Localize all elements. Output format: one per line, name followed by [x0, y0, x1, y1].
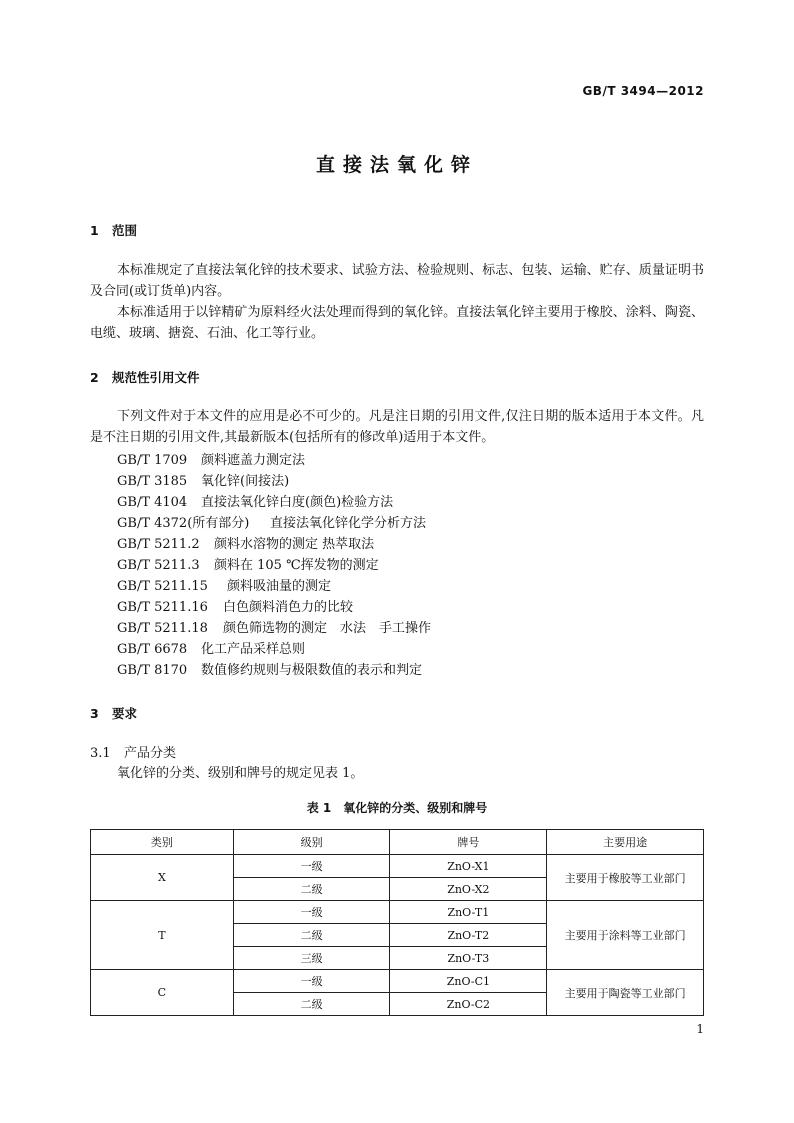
grade-cell: 二级: [233, 878, 390, 901]
section-title: 规范性引用文件: [112, 370, 200, 385]
page-number: 1: [696, 1022, 704, 1036]
table-caption: 表 1 氧化锌的分类、级别和牌号: [306, 801, 488, 815]
reference-item: [117, 513, 431, 534]
grade-cell: 二级: [233, 924, 390, 947]
grade-cell: 一级: [233, 970, 390, 993]
table-reference-text: 氧化锌的分类、级别和牌号的规定见表 1。: [117, 766, 364, 781]
use-cell: 主要用于涂料等工业部门: [547, 901, 704, 970]
reference-code: GB/T 4104: [117, 495, 188, 510]
brand-cell: ZnO-X2: [390, 878, 547, 901]
reference-item: [117, 618, 431, 639]
document-title: 直接法氧化锌: [315, 154, 478, 176]
category-cell: X: [91, 855, 234, 901]
table-row: [91, 901, 704, 924]
grade-cell: 二级: [233, 993, 390, 1016]
brand-cell: ZnO-X1: [390, 855, 547, 878]
reference-name: 颜料水溶物的测定 热萃取法: [214, 537, 375, 552]
subsection-number: 3.1: [90, 746, 111, 761]
section-number: 1: [90, 223, 99, 238]
classification-table: [90, 829, 704, 1016]
reference-code: GB/T 3185: [117, 474, 188, 489]
reference-code: GB/T 5211.18: [117, 621, 208, 636]
reference-code: GB/T 5211.2: [117, 537, 200, 552]
reference-item: [117, 597, 431, 618]
reference-name: 白色颜料消色力的比较: [223, 600, 354, 615]
table-row: [91, 970, 704, 993]
brand-cell: ZnO-C2: [390, 993, 547, 1016]
header-category: 类别: [91, 830, 234, 855]
reference-name: 氧化锌(间接法): [201, 474, 290, 489]
standard-code: GB/T 3494—2012: [582, 84, 704, 98]
grade-cell: 一级: [233, 855, 390, 878]
section-1-heading: [90, 221, 137, 239]
scope-paragraph-1: 本标准规定了直接法氧化锌的技术要求、试验方法、检验规则、标志、包装、运输、贮存、质量证明书及合同(或订货单)内容。: [90, 263, 704, 299]
reference-code: GB/T 5211.15: [117, 579, 208, 594]
reference-name: 直接法氧化锌化学分析方法: [270, 516, 427, 531]
grade-cell: 一级: [233, 901, 390, 924]
reference-name: 直接法氧化锌白度(颜色)检验方法: [201, 495, 394, 510]
brand-cell: ZnO-C1: [390, 970, 547, 993]
table-row: [91, 855, 704, 878]
brand-cell: ZnO-T1: [390, 901, 547, 924]
section-3-heading: [90, 704, 137, 722]
use-cell: 主要用于陶瓷等工业部门: [547, 970, 704, 1016]
reference-item: [117, 450, 431, 471]
reference-code: GB/T 1709: [117, 453, 188, 468]
table-header-row: [91, 830, 704, 855]
reference-item: [117, 492, 431, 513]
brand-cell: ZnO-T3: [390, 947, 547, 970]
section-number: 2: [90, 370, 99, 385]
reference-name: 颜料遮盖力测定法: [201, 453, 306, 468]
reference-name: 颜色筛选物的测定 水法 手工操作: [223, 621, 432, 636]
header-brand: 牌号: [390, 830, 547, 855]
reference-name: 颜料在 105 ℃挥发物的测定: [214, 558, 379, 573]
section-title: 要求: [112, 706, 138, 721]
reference-item: [117, 471, 431, 492]
reference-code: GB/T 8170: [117, 663, 188, 678]
reference-list: [117, 450, 431, 681]
reference-code: GB/T 4372(所有部分): [117, 516, 250, 531]
reference-item: [117, 660, 431, 681]
reference-name: 颜料吸油量的测定: [227, 579, 332, 594]
header-grade: 级别: [233, 830, 390, 855]
brand-cell: ZnO-T2: [390, 924, 547, 947]
section-number: 3: [90, 706, 99, 721]
reference-item: [117, 534, 431, 555]
reference-item: [117, 555, 431, 576]
subsection-title: 产品分类: [124, 746, 177, 761]
grade-cell: 三级: [233, 947, 390, 970]
use-cell: 主要用于橡胶等工业部门: [547, 855, 704, 901]
section-title: 范围: [112, 223, 138, 238]
reference-code: GB/T 5211.16: [117, 600, 208, 615]
header-use: 主要用途: [547, 830, 704, 855]
reference-code: GB/T 5211.3: [117, 558, 200, 573]
scope-paragraph-2: 本标准适用于以锌精矿为原料经火法处理而得到的氧化锌。直接法氧化锌主要用于橡胶、涂料、陶瓷、电缆、玻璃、搪瓷、石油、化工等行业。: [90, 305, 704, 341]
section-2-heading: [90, 368, 200, 386]
reference-item: [117, 639, 431, 660]
reference-name: 化工产品采样总则: [201, 642, 306, 657]
reference-item: [117, 576, 431, 597]
category-cell: T: [91, 901, 234, 970]
reference-name: 数值修约规则与极限数值的表示和判定: [201, 663, 423, 678]
references-intro: 下列文件对于本文件的应用是必不可少的。凡是注日期的引用文件,仅注日期的版本适用于本文件。凡是不注日期的引用文件,其最新版本(包括所有的修改单)适用于本文件。: [90, 409, 704, 445]
subsection-3-1-heading: [90, 742, 176, 761]
category-cell: C: [91, 970, 234, 1016]
reference-code: GB/T 6678: [117, 642, 188, 657]
